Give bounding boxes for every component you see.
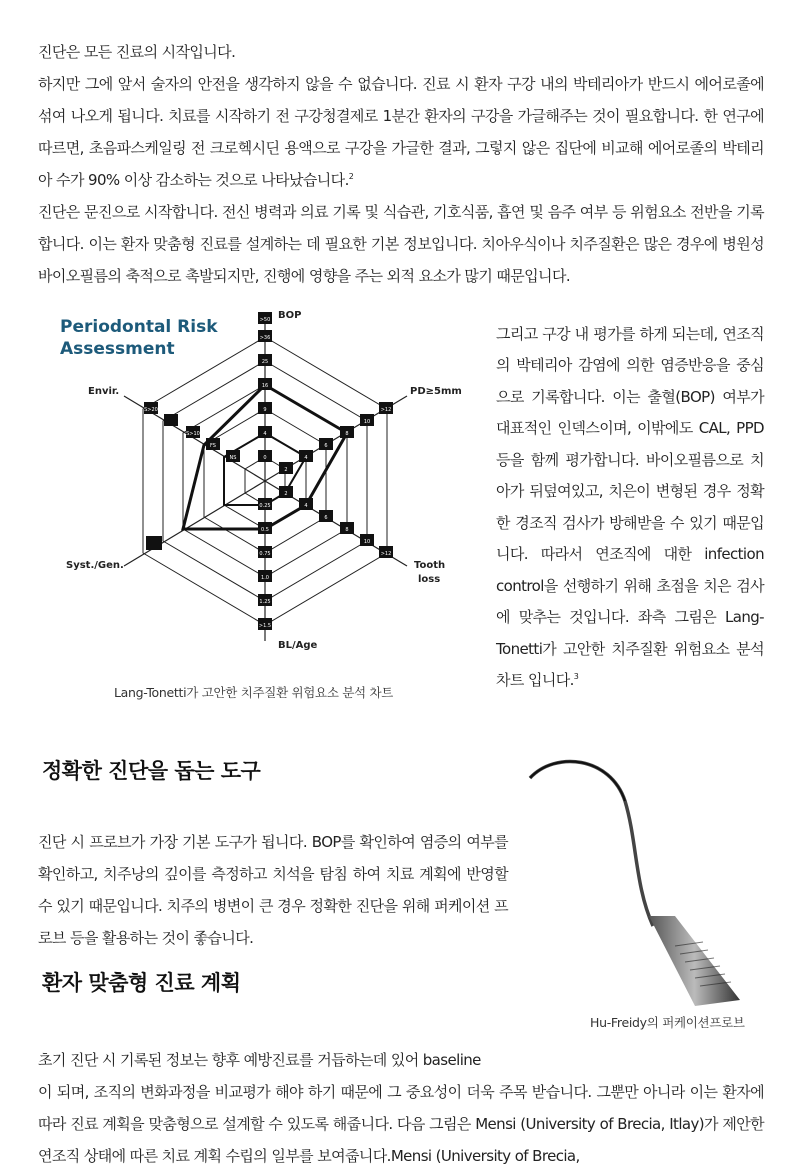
tooth-tick-3: 6 <box>324 515 328 521</box>
tooth-tick-5: 10 <box>363 539 371 545</box>
section-plan-paragraph <box>38 1044 764 1172</box>
bop-tick-1: 4 <box>263 431 267 437</box>
footnote-ref-3: 3 <box>573 672 579 681</box>
pd-tick-6: >12 <box>380 407 392 413</box>
tooth-tick-2: 4 <box>304 503 308 509</box>
pd-tick-1: 2 <box>284 467 288 473</box>
axis-label-pd: PD≥5mm <box>410 386 462 397</box>
bop-tick-6: >50 <box>259 317 271 323</box>
section-heading-plan: 환자 맞춤형 진료 계획 <box>42 971 241 995</box>
envir-tick-4: S>20 <box>144 407 158 413</box>
bl-tick-3: 0.75 <box>259 551 271 557</box>
bl-tick-4: 1.0 <box>261 575 269 581</box>
pd-tick-2: 4 <box>304 455 308 461</box>
chart-title-line1: Periodontal Risk <box>60 317 218 337</box>
chart-tick-labels <box>144 317 391 629</box>
axis-label-tooth-2: loss <box>418 574 441 585</box>
section-heading-tools: 정확한 진단을 돕는 도구 <box>42 759 261 783</box>
side-paragraph-text: 그리고 구강 내 평가를 하게 되는데, 연조직의 박테리아 감염에 의한 염증반응을 중심으로 기록합니다. 이는 출혈(BOP) 여부가 대표적인 인덱스이며, 이밖에도 CAL, PPD 등을 함께 평가합니다. 바이오필름으로 치아가 뒤덮여있고, 치은이 변형된 경우 정확한 경조직 검사가 방해받을 수 있기 때문입니다. 따라서 연조직에 대한 infection control을 선행하기 위해 초점을 치은 검사에 맞추는 것입니다. 좌측 그림은 Lang-Tonetti가 고안한 치주질환 위험요소 분석 차트 입니다. <box>496 324 764 689</box>
bop-tick-5: >36 <box>259 335 271 341</box>
section-tools-text: 진단 시 프로브가 가장 기본 도구가 됩니다. BOP를 확인하여 염증의 여부를 확인하고, 치주낭의 깊이를 측정하고 치석을 탐침 하여 치료 계획에 반영할 수 있기 때문입니다. 치주의 병변이 큰 경우 정확한 진단을 위해 퍼케이션 프로브 등을 활용하는 것이 좋습니다. <box>38 833 508 947</box>
chart-tick-boxes <box>144 312 393 630</box>
axis-label-bop: BOP <box>278 310 302 321</box>
bl-tick-1: 0.25 <box>259 503 271 509</box>
pd-tick-5: 10 <box>363 419 371 425</box>
envir-tick-1: NS <box>229 455 237 461</box>
bl-tick-6: >1.5 <box>258 623 272 629</box>
footnote-ref: 2 <box>348 172 354 181</box>
intro-paragraph-1-text: 하지만 그에 앞서 술자의 안전을 생각하지 않을 수 없습니다. 진료 시 환자 구강 내의 박테리아가 반드시 에어로졸에 섞여 나오게 됩니다. 치료를 시작하기 전 구강청결제로 1분간 환자의 구강을 가글해주는 것이 필요합니다. 한 연구에 따르면, 초음파스케일링 전 크로헥시딘 용액으로 구강을 가글한 결과, 그렇지 않은 집단에 비교해 에어로졸의 박테리아 수가 90% 이상 감소하는 것으로 나타났습니다. <box>38 75 764 189</box>
furcation-probe-image <box>525 756 775 1006</box>
section-plan-text-2: 이 되며, 조직의 변화과정을 비교평가 해야 하기 때문에 그 중요성이 더욱 주목 받습니다. 그뿐만 아니라 이는 환자에 따라 진료 계획을 맞춤형으로 설계할 수 있도록 해줍니다. 다음 그림은 Mensi (University of Brecia, Itlay)가 제안한 연조직 상태에 따른 치료 계획 수립의 일부를 보여줍니다.Mensi (University of Brecia, <box>38 1083 764 1165</box>
chart-title-line2: Assessment <box>60 339 175 359</box>
envir-tick-2: FS <box>210 443 216 449</box>
tooth-tick-4: 8 <box>345 527 349 533</box>
envir-tick-3: S>10 <box>186 431 200 437</box>
pd-tick-4: 8 <box>345 431 349 437</box>
center-tick: 0 <box>263 455 267 461</box>
chart-caption: Lang-Tonetti가 고안한 치주질환 위험요소 분석 차트 <box>114 685 394 700</box>
intro-paragraph-2-text: 진단은 문진으로 시작합니다. 전신 병력과 의료 기록 및 식습관, 기호식품, 흡연 및 음주 여부 등 위험요소 전반을 기록합니다. 이는 환자 맞춤형 진료를 설계하는 데 필요한 기본 정보입니다. 치아우식이나 치주질환은 많은 경우에 병원성 바이오필름의 축적으로 촉발되지만, 진행에 영향을 주는 외적 요소가 많기 때문입니다. <box>38 203 764 285</box>
bop-tick-3: 16 <box>261 383 269 389</box>
bop-tick-2: 9 <box>263 407 267 413</box>
probe-caption: Hu-Freidy의 퍼케이션프로브 <box>590 1015 745 1030</box>
pd-tick-3: 6 <box>324 443 328 449</box>
axis-label-envir: Envir. <box>88 386 120 397</box>
axis-label-syst: Syst./Gen. <box>66 560 124 571</box>
axis-label-bl: BL/Age <box>278 640 318 651</box>
side-paragraph <box>496 287 764 697</box>
tooth-tick-1: 2 <box>284 491 288 497</box>
periodontal-risk-chart <box>52 296 482 666</box>
intro-first-line: 진단은 모든 진료의 시작입니다. <box>38 43 236 61</box>
intro-paragraph-2 <box>38 164 764 292</box>
bop-tick-4: 25 <box>261 359 269 365</box>
axis-label-tooth: Tooth <box>414 560 446 571</box>
section-plan-text-1: 초기 진단 시 기록된 정보는 향후 예방진료를 거듭하는데 있어 baseline <box>38 1051 481 1069</box>
section-tools-paragraph <box>38 794 508 954</box>
bl-tick-5: 1.25 <box>259 599 271 605</box>
tooth-tick-6: >12 <box>380 551 392 557</box>
bl-tick-2: 0.5 <box>261 527 269 533</box>
